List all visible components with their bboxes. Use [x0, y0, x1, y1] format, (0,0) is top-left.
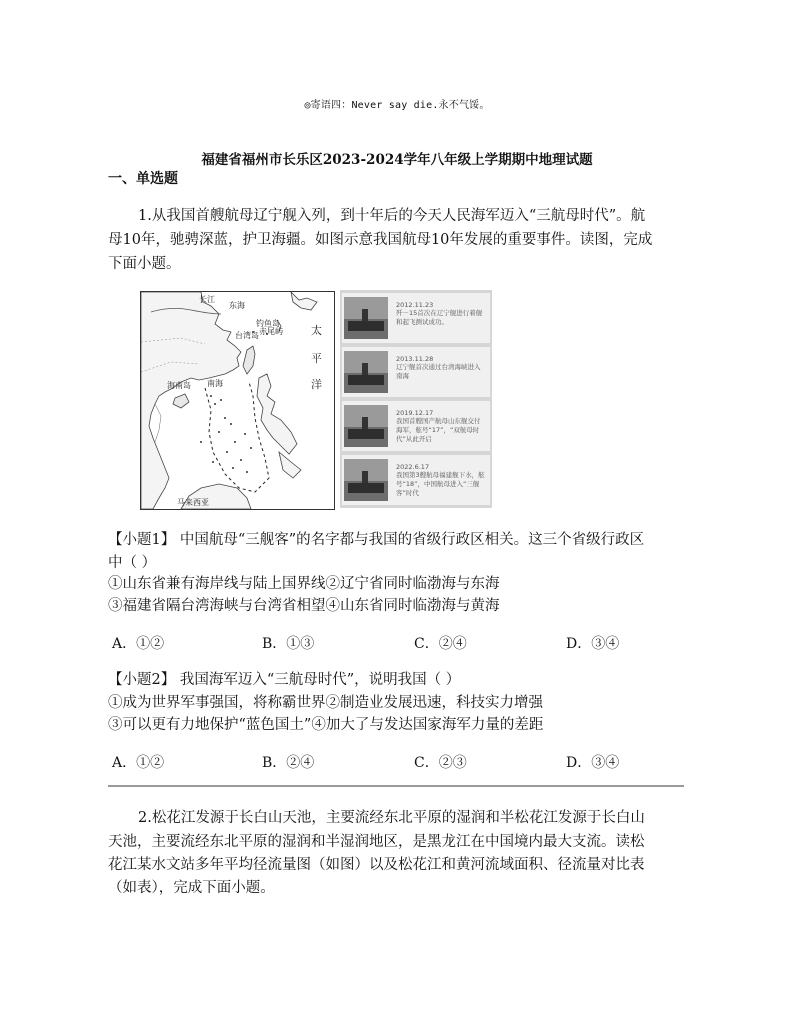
subq2-option-d[interactable]: D．③④ [566, 755, 620, 771]
hainan-island-shape [173, 394, 189, 408]
carrier-events-panel [340, 290, 492, 508]
subq1-option-c[interactable]: C．②④ [414, 636, 467, 652]
question-divider [108, 785, 684, 787]
map-label-pacific-3: 洋 [311, 378, 322, 391]
q1-stem-line-1: 1.从我国首艘航母辽宁舰入列，到十年后的今天人民海军迈入“三航母时代”。航 [138, 208, 646, 224]
sea-map-figure [140, 291, 335, 510]
event-card [342, 293, 490, 343]
subq2-statement-line: ①成为世界军事强国，将称霸世界②制造业发展迅速，科技实力增强 [108, 695, 543, 711]
q1-stem-line-3: 下面小题。 [108, 256, 181, 272]
motto-line: ◎寄语四：Never say die.永不气馁。 [304, 100, 490, 111]
map-graphic [141, 292, 334, 509]
event-date: 2013.11.28 [396, 355, 434, 363]
q2-stem-line-3: 花江某水文站多年平均径流量图（如图）以及松花江和黄河流域面积、径流量对比表 [108, 857, 645, 873]
mainland-shape [141, 292, 241, 509]
subq1-statement-line: ③福建省隔台湾海峡与台湾省相望④山东省同时临渤海与黄海 [108, 598, 500, 614]
q2-stem-line-1: 2.松花江发源于长白山天池，主要流经东北平原的湿润和半松花江发源于长白山 [138, 810, 645, 826]
map-label-taiwan: 台湾岛 [235, 331, 259, 340]
event-card [342, 455, 490, 505]
event-photo [344, 405, 388, 447]
section-heading: 一、单选题 [108, 171, 178, 187]
taiwan-island-shape [243, 346, 255, 374]
map-label-pacific-1: 太 [311, 324, 322, 337]
philippines-shape [257, 374, 297, 454]
subq1-option-d[interactable]: D．③④ [566, 636, 620, 652]
event-desc: 歼－15首次在辽宁舰进行着舰和起飞测试成功。 [396, 309, 483, 326]
q2-stem-line-4: （如表），完成下面小题。 [108, 880, 275, 896]
map-label-diaoyu: 钓鱼岛 [256, 319, 280, 328]
subq2-stem: 【小题2】 我国海军迈入“三航母时代”，说明我国（ ） [108, 672, 461, 688]
subq1-stem: 【小题1】 中国航母“三舰客”的名字都与我国的省级行政区相关。这三个省级行政区 [108, 532, 645, 548]
event-card [342, 347, 490, 397]
q2-stem-line-2: 天池，主要流经东北平原的湿润和半湿润地区，是黑龙江在中国境内最大支流。读松 [108, 834, 645, 850]
event-desc: 我国第3艘航母福建舰下水，舷号“18”，中国航母进入“三舰客”时代 [396, 471, 485, 497]
event-date: 2012.11.23 [396, 301, 434, 309]
q1-stem-line-2: 母10年，驰骋深蓝，护卫海疆。如图示意我国航母10年发展的重要事件。读图，完成 [108, 232, 653, 248]
subq2-statement-line: ③可以更有力地保护“蓝色国土”④加大了与发达国家海军力量的差距 [108, 717, 544, 733]
event-photo [344, 297, 388, 339]
event-desc: 我国首艘国产航母山东舰交付海军，舷号“17”，“双航母时代”从此开启 [396, 417, 481, 443]
map-label-chiwei: 赤尾屿 [259, 327, 283, 336]
subq2-option-a[interactable]: A．①② [112, 755, 165, 771]
subq1-statement-line: ①山东省兼有海岸线与陆上国界线②辽宁省同时临渤海与东海 [108, 576, 500, 592]
page-title: 福建省福州市长乐区2023-2024学年八年级上学期期中地理试题 [201, 152, 593, 168]
map-label-east-china-sea: 东海 [229, 301, 245, 310]
map-label-pacific-2: 平 [311, 352, 322, 365]
map-label-malaysia: 马来西亚 [177, 498, 209, 507]
event-photo [344, 459, 388, 501]
event-desc: 辽宁舰首次通过台湾海峡进入南海 [396, 363, 481, 380]
subq1-option-a[interactable]: A．①② [112, 636, 165, 652]
subq1-stem-cont: 中（ ） [108, 555, 157, 571]
subq2-option-b[interactable]: B．②④ [262, 755, 315, 771]
map-label-yangtze: 长江 [199, 295, 215, 304]
event-photo [344, 351, 388, 393]
event-date: 2019.12.17 [396, 409, 434, 417]
event-date: 2022.6.17 [396, 463, 430, 471]
map-label-hainan: 海南岛 [167, 381, 191, 390]
map-label-south-china-sea: 南海 [207, 379, 223, 388]
subq1-option-b[interactable]: B．①③ [262, 636, 315, 652]
event-card [342, 401, 490, 451]
subq2-option-c[interactable]: C．②③ [414, 755, 467, 771]
